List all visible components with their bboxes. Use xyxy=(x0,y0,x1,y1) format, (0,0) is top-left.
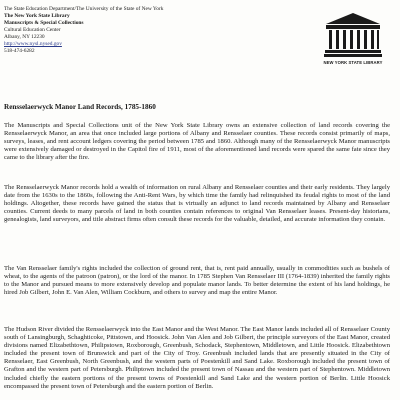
document-title: Rensselaerwyck Manor Land Records, 1785-1860 xyxy=(4,103,156,111)
letterhead-department: The State Education Department/The University of the State of New York xyxy=(4,6,164,12)
paragraph-family-rights: The Van Rensselaer family's rights included the collection of ground rent, that is, rent paid annually, usually in commodities such as bushels of wheat, to the agents of the patroon (patron), or the lord of the manor. In 1785 Stephen Van Rensselaer III (1764-1839) inherited the family rights to the Manor and pursued means to more extensively develop and populate manor lands. To better determine the extent of his land holdings, he hired Job Gilbert, John E. Van Alen, William Cockburn, and others to survey and map the entire Manor. xyxy=(4,265,390,297)
letterhead-address: Albany, NY 12230 xyxy=(4,34,45,40)
paragraph-records-value: The Rensselaerwyck Manor records hold a wealth of information on rural Albany and Rensselaer counties and their early residents. They largely date from the 1630s to the 1860s, following the Anti-Rent Wars, by which time the family had relinquished its feudal rights to most of the land holdings. Altogether, these records have gained the status that is virtually an adjunct to land records maintained by Albany and Rensselaer counties. Current deeds to many parcels of land in both counties contain references to original Van Rensselaer leases. Present-day historians, genealogists, land surveyors, and title abstract firms often consult these records for the valuable, detailed, and accurate information they contain. xyxy=(4,184,390,224)
library-building-icon xyxy=(324,10,382,58)
letterhead-library-name: The New York State Library xyxy=(4,13,70,19)
logo-caption: NEW YORK STATE LIBRARY xyxy=(323,60,383,65)
paragraph-intro: The Manuscripts and Special Collections unit of the New York State Library owns an extensive collection of land records covering the Rensselaerwyck Manor, an area that once included large portions of Albany and Rensselaer counties. These records consist primarily of maps, surveys, leases, and rent account ledgers covering the period between 1785 and 1860. Although many of the Rensselaerwyck Manor manuscripts were extensively damaged or destroyed in the Capitol fire of 1911, most of the aforementioned land records were spared the same fate since they came to the library after the fire. xyxy=(4,122,390,162)
letterhead-phone: 518-474-6282 xyxy=(4,48,35,54)
letterhead-website-link[interactable]: http://www.nysl.nysed.gov xyxy=(4,41,62,47)
library-logo xyxy=(318,10,388,70)
paragraph-manor-divisions: The Hudson River divided the Rensselaerwyck into the East Manor and the West Manor. The East Manor lands included all of Rensselaer County south of Lansingburgh, Schaghticoke, Pittstown, and Hoosick. John Van Alen and Job Gilbert, the principle surveyors of the East Manor, created divisions named Elizabethtown, Philipstown, Roxborough, Greenbush, Schodack, Stephentown, Middletown, and Little Hoosick. Elizabethtown included the present town of Brunswick and part of the City of Troy. Greenbush included lands that are presently situated in the City of Rensselaer, East Greenbush, North Greenbush, and the western parts of Poestenkill and Sand Lake. Roxborough included the present town of Grafton and the western part of Petersburgh. Philiptown included the present town of Nassau and the western part of Stephentown. Middletown included chiefly the eastern portions of the present towns of Poestenkill and Sand Lake and the western portion of Berlin. Little Hoosick encompassed the present town of Petersburgh and the eastern portion of Berlin. xyxy=(4,326,390,390)
letterhead-building: Cultural Education Center xyxy=(4,27,61,33)
letterhead-unit-name: Manuscripts & Special Collections xyxy=(4,20,84,26)
letterhead xyxy=(4,6,304,55)
